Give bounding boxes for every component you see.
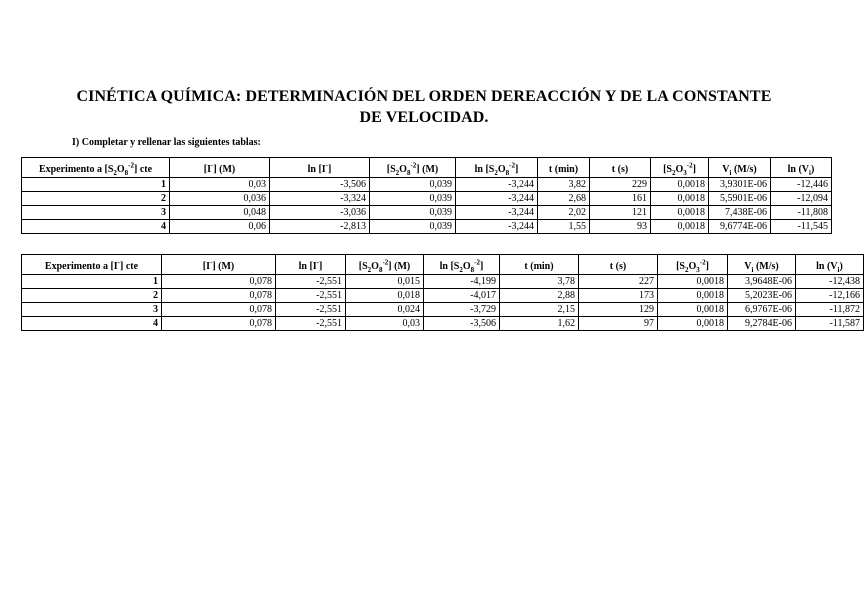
table-cell: 9,6774E-06 [709,220,771,234]
table-cell: 0,0018 [651,192,709,206]
table-cell: 0,0018 [658,289,728,303]
table-cell: 3,78 [500,275,579,289]
instruction-text: I) Completar y rellenar las siguientes tablas: [72,137,261,148]
table-cell: 2,15 [500,303,579,317]
column-header-iodide-conc: [I-] (M) [162,255,276,275]
table-cell: 97 [579,317,658,331]
table-cell: 0,036 [170,192,270,206]
table-cell: 0,0018 [658,317,728,331]
table-cell: 2,88 [500,289,579,303]
table-cell: 3,9301E-06 [709,178,771,192]
table-cell: 0,018 [346,289,424,303]
table-cell: 3 [22,206,170,220]
column-header-thiosulfate-conc: $[S_2O_3^{-2}]$ [658,255,728,275]
column-header-ln-rate: $\ln (V_i)$ [796,255,864,275]
column-header-initial-rate: $V_i$ (M/s) [728,255,796,275]
table-cell: -11,808 [771,206,832,220]
table-iodide-experiment [21,157,832,234]
table-cell: 93 [590,220,651,234]
table-cell: -3,244 [456,206,538,220]
table-cell: -12,094 [771,192,832,206]
table-row [22,192,832,206]
table-cell: 0,039 [370,220,456,234]
table-cell: 0,039 [370,206,456,220]
table-cell: 0,03 [170,178,270,192]
table-cell: -4,017 [424,289,500,303]
column-header-time-min: t (min) [538,158,590,178]
table-cell: 0,06 [170,220,270,234]
table-row [22,303,864,317]
table-cell: -3,036 [270,206,370,220]
column-header-persulfate-conc: $[S_2O_8^{-2}]$ (M) [370,158,456,178]
table-cell: 0,0018 [651,220,709,234]
table-cell: 0,078 [162,303,276,317]
table-cell: 0,078 [162,275,276,289]
table-cell: -3,244 [456,220,538,234]
column-header-ln-rate: $\ln (V_i)$ [771,158,832,178]
table-cell: -3,244 [456,192,538,206]
table-cell: 0,039 [370,192,456,206]
table-cell: -2,551 [276,289,346,303]
table-header-row [22,255,864,275]
table-cell: 3,82 [538,178,590,192]
table-cell: 1,55 [538,220,590,234]
table-cell: 0,03 [346,317,424,331]
table-cell: 0,078 [162,289,276,303]
table-cell: -2,551 [276,275,346,289]
column-header-initial-rate: $V_i$ (M/s) [709,158,771,178]
column-header-time-min: t (min) [500,255,579,275]
table-cell: -2,551 [276,317,346,331]
table-row [22,178,832,192]
column-header-iodide-conc: [I-] (M) [170,158,270,178]
table-cell: -3,729 [424,303,500,317]
table-cell: 0,039 [370,178,456,192]
table-cell: -3,506 [424,317,500,331]
table-cell: -2,813 [270,220,370,234]
table-cell: 7,438E-06 [709,206,771,220]
title-line-1: CINÉTICA QUÍMICA: DETERMINACIÓN DEL ORDEN DEREACCIÓN Y DE LA CONSTANTE [76,88,772,105]
table-cell: -12,166 [796,289,864,303]
table-cell: -12,446 [771,178,832,192]
column-header-thiosulfate-conc: $[S_2O_3^{-2}]$ [651,158,709,178]
table-cell: 161 [590,192,651,206]
table-cell: 0,0018 [658,303,728,317]
table-cell: 0,024 [346,303,424,317]
table-cell: 5,2023E-06 [728,289,796,303]
table-cell: 121 [590,206,651,220]
column-header-ln-iodide: ln [I-] [270,158,370,178]
column-header-persulfate-conc: $[S_2O_8^{-2}]$ (M) [346,255,424,275]
table-cell: 0,078 [162,317,276,331]
column-header-ln-persulfate: $\ln [S_2O_8^{-2}]$ [456,158,538,178]
table-cell: 0,0018 [658,275,728,289]
table-cell: 2 [22,289,162,303]
table-cell: 1,62 [500,317,579,331]
table-cell: -4,199 [424,275,500,289]
table-cell: -3,324 [270,192,370,206]
table-cell: 5,5901E-06 [709,192,771,206]
table-cell: 2 [22,192,170,206]
table-cell: -11,587 [796,317,864,331]
table-cell: 173 [579,289,658,303]
table-cell: 0,048 [170,206,270,220]
table-header-row [22,158,832,178]
table-cell: 129 [579,303,658,317]
column-header-ln-iodide: ln [I-] [276,255,346,275]
table-cell: -3,506 [270,178,370,192]
column-header-ln-persulfate: $\ln [S_2O_8^{-2}]$ [424,255,500,275]
table-cell: -11,872 [796,303,864,317]
table-cell: -2,551 [276,303,346,317]
table-row [22,317,864,331]
table-cell: 4 [22,220,170,234]
table-cell: 3,9648E-06 [728,275,796,289]
table-cell: 0,0018 [651,206,709,220]
column-header-experiment: Experimento a [I-] cte [22,255,162,275]
table-cell: 2,68 [538,192,590,206]
table-cell: 9,2784E-06 [728,317,796,331]
table-cell: 1 [22,178,170,192]
table-row [22,275,864,289]
table-row [22,206,832,220]
table-cell: 4 [22,317,162,331]
page-title [40,86,808,128]
table-cell: 1 [22,275,162,289]
table-cell: 0,015 [346,275,424,289]
table-row [22,220,832,234]
title-line-2: DE VELOCIDAD. [359,109,489,126]
table-cell: 0,0018 [651,178,709,192]
column-header-experiment: Experimento a $[S_2O_8^{-2}]$ cte [22,158,170,178]
table-cell: 3 [22,303,162,317]
table-cell: 2,02 [538,206,590,220]
table-persulfate-experiment [21,254,864,331]
table-row [22,289,864,303]
table-cell: -12,438 [796,275,864,289]
table-cell: 227 [579,275,658,289]
table-cell: -3,244 [456,178,538,192]
column-header-time-s: t (s) [579,255,658,275]
table-cell: -11,545 [771,220,832,234]
table-cell: 6,9767E-06 [728,303,796,317]
table-cell: 229 [590,178,651,192]
column-header-time-s: t (s) [590,158,651,178]
